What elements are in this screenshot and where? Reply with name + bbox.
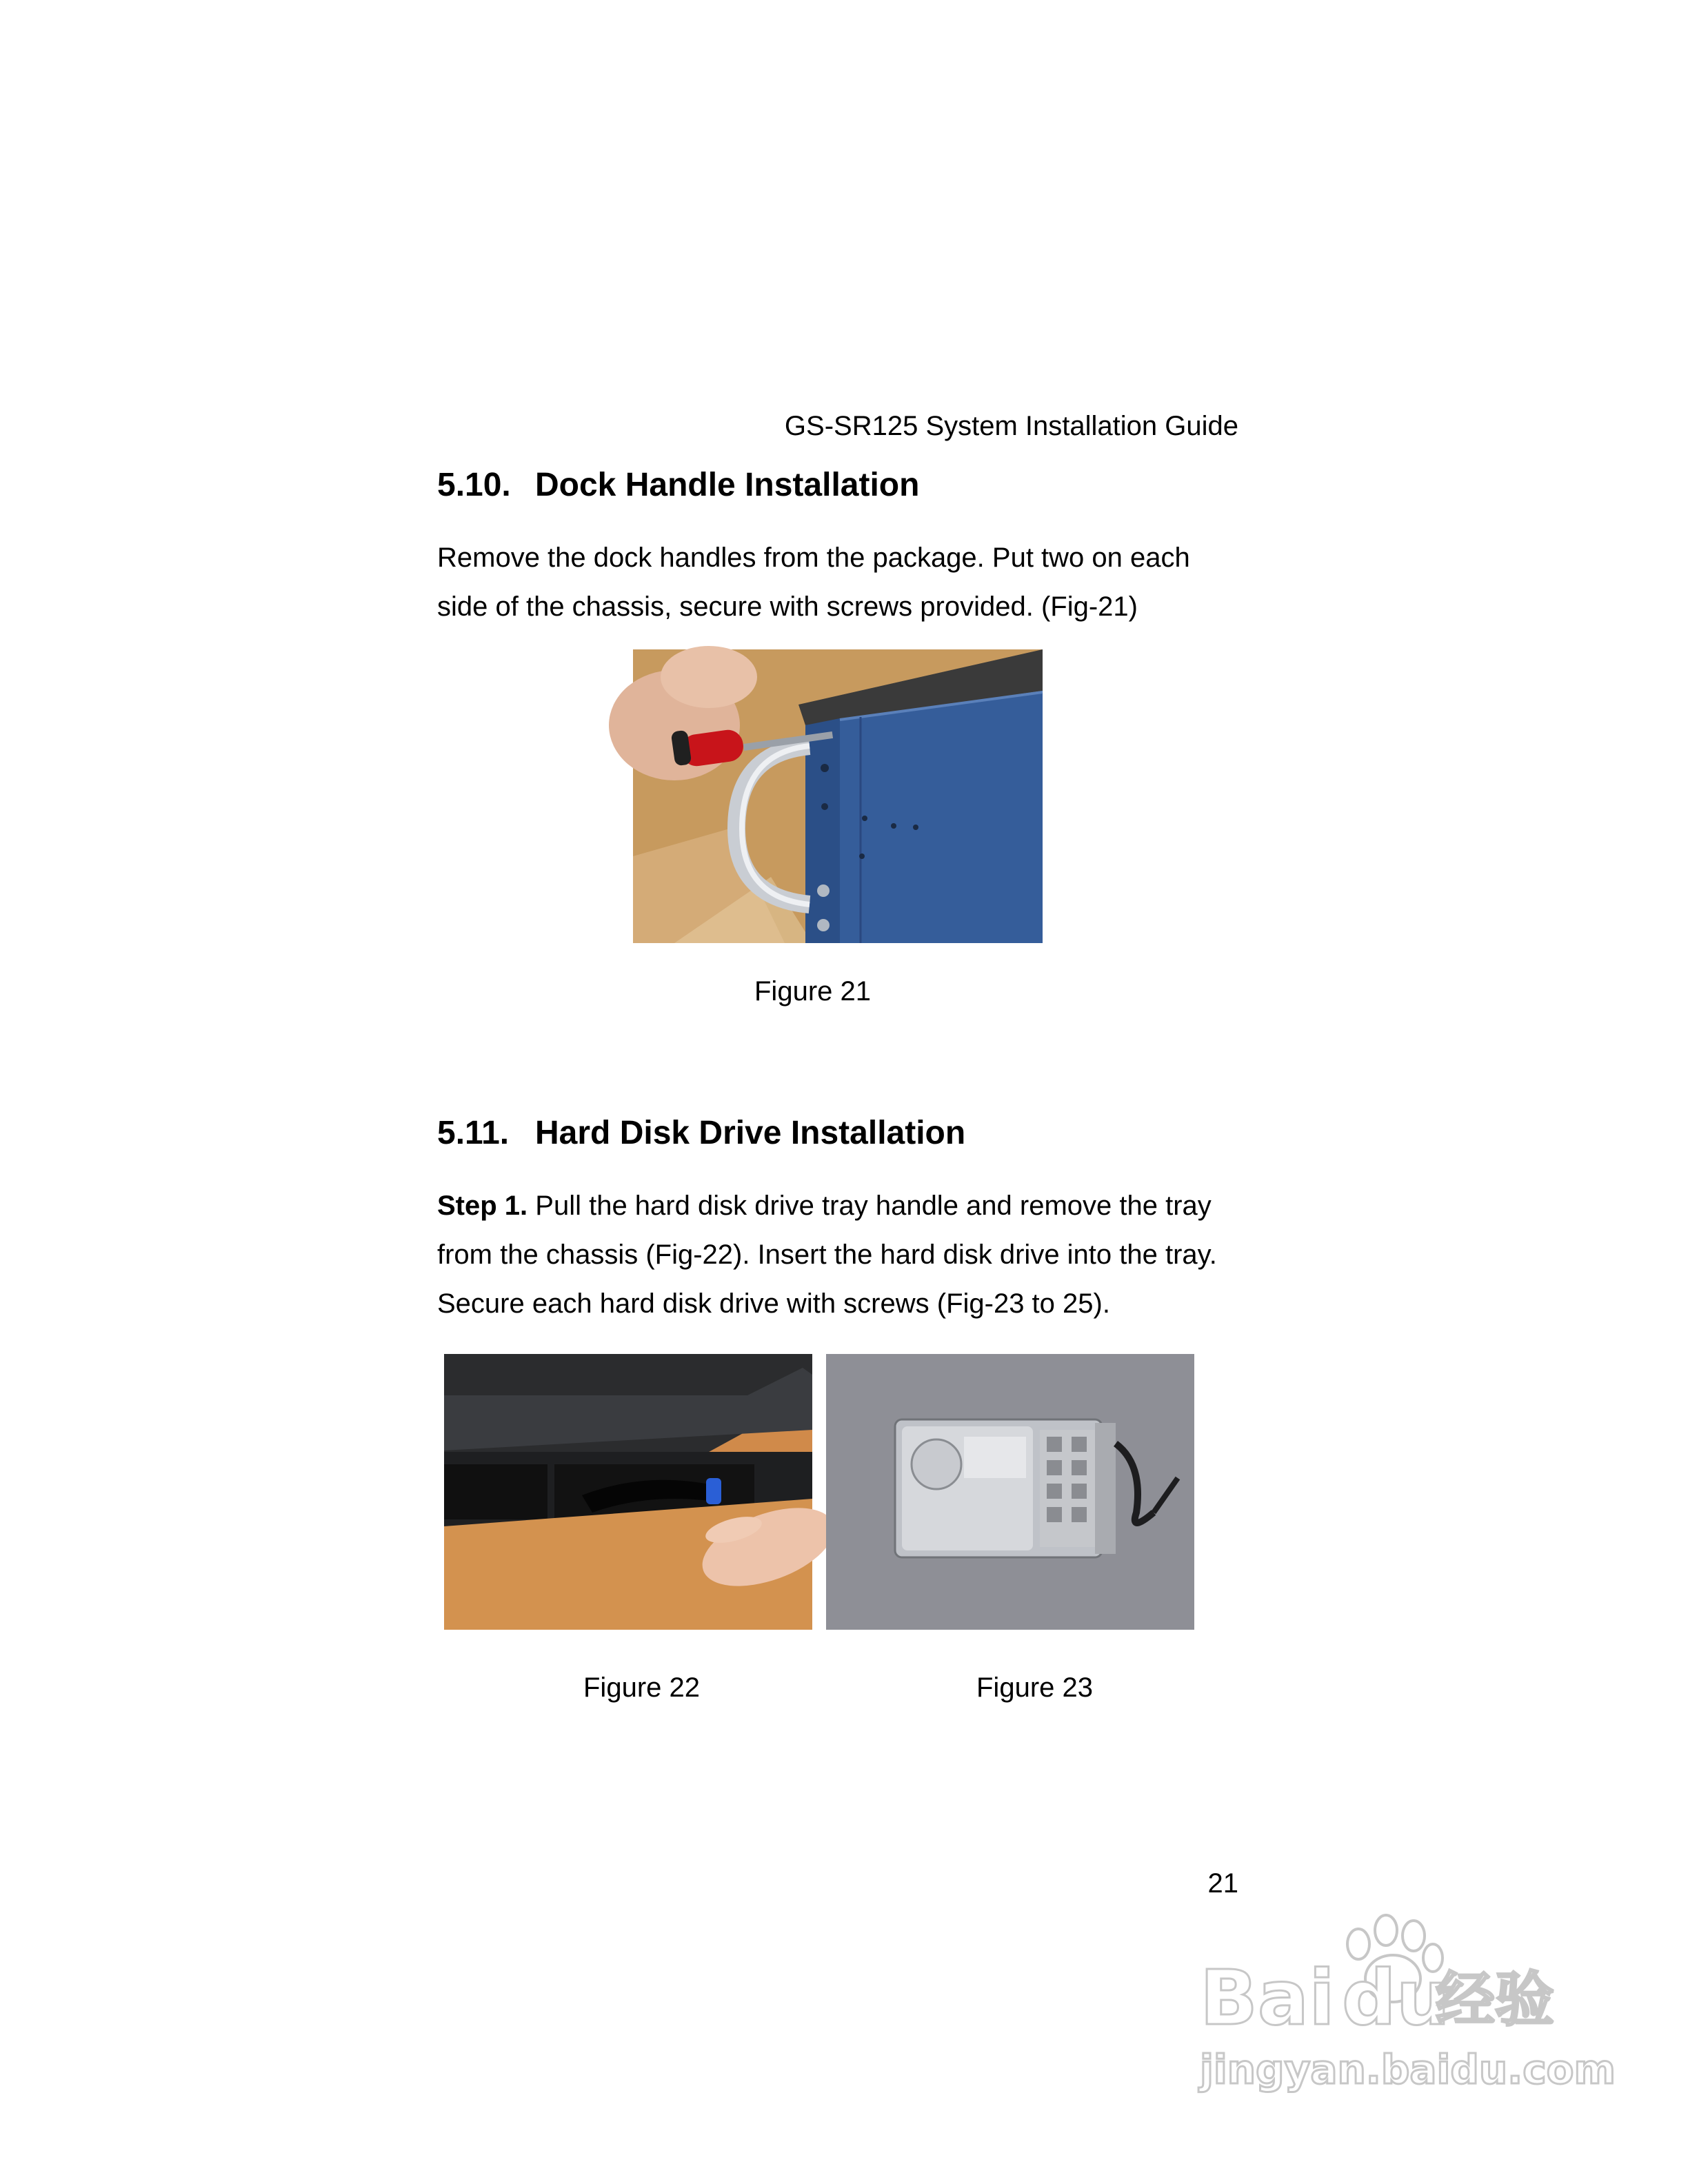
paragraph-line: Remove the dock handles from the package. Put two on each bbox=[437, 543, 1190, 573]
watermark-brand-latin-1: Bai bbox=[1200, 1954, 1335, 2042]
figure-23-caption: Figure 23 bbox=[976, 1672, 1093, 1703]
figure-21-photo bbox=[633, 649, 1043, 943]
section-title: Dock Handle Installation bbox=[535, 467, 920, 503]
section-number: 5.10. bbox=[437, 467, 511, 503]
section-heading-5-11 bbox=[437, 1114, 965, 1152]
paragraph-line bbox=[437, 1182, 1237, 1231]
section-title: Hard Disk Drive Installation bbox=[535, 1115, 966, 1151]
section-5-10-paragraph bbox=[437, 534, 1237, 631]
watermark-brand-cjk: 经验 bbox=[1436, 1965, 1554, 2034]
section-5-11-paragraph bbox=[437, 1182, 1237, 1328]
paragraph-line: Secure each hard disk drive with screws (Fig-23 to 25). bbox=[437, 1288, 1110, 1319]
step-text: Pull the hard disk drive tray handle and remove the tray bbox=[528, 1191, 1212, 1221]
figure-22-caption: Figure 22 bbox=[583, 1672, 700, 1703]
paragraph-line: side of the chassis, secure with screws provided. (Fig-21) bbox=[437, 592, 1138, 622]
figure-22-photo bbox=[444, 1354, 812, 1630]
figure-21-caption: Figure 21 bbox=[754, 976, 871, 1007]
watermark-brand-latin-2: du bbox=[1342, 1954, 1451, 2042]
page-number: 21 bbox=[1207, 1868, 1238, 1899]
baidu-watermark bbox=[1186, 1903, 1616, 2110]
step-label: Step 1. bbox=[437, 1191, 528, 1221]
paragraph-line: from the chassis (Fig-22). Insert the hard disk drive into the tray. bbox=[437, 1240, 1217, 1270]
section-heading-5-10 bbox=[437, 466, 919, 504]
section-number: 5.11. bbox=[437, 1115, 510, 1151]
figure-23-photo bbox=[826, 1354, 1194, 1630]
watermark-url: jingyan.baidu.com bbox=[1200, 2046, 1616, 2093]
running-header: GS-SR125 System Installation Guide bbox=[784, 411, 1238, 441]
